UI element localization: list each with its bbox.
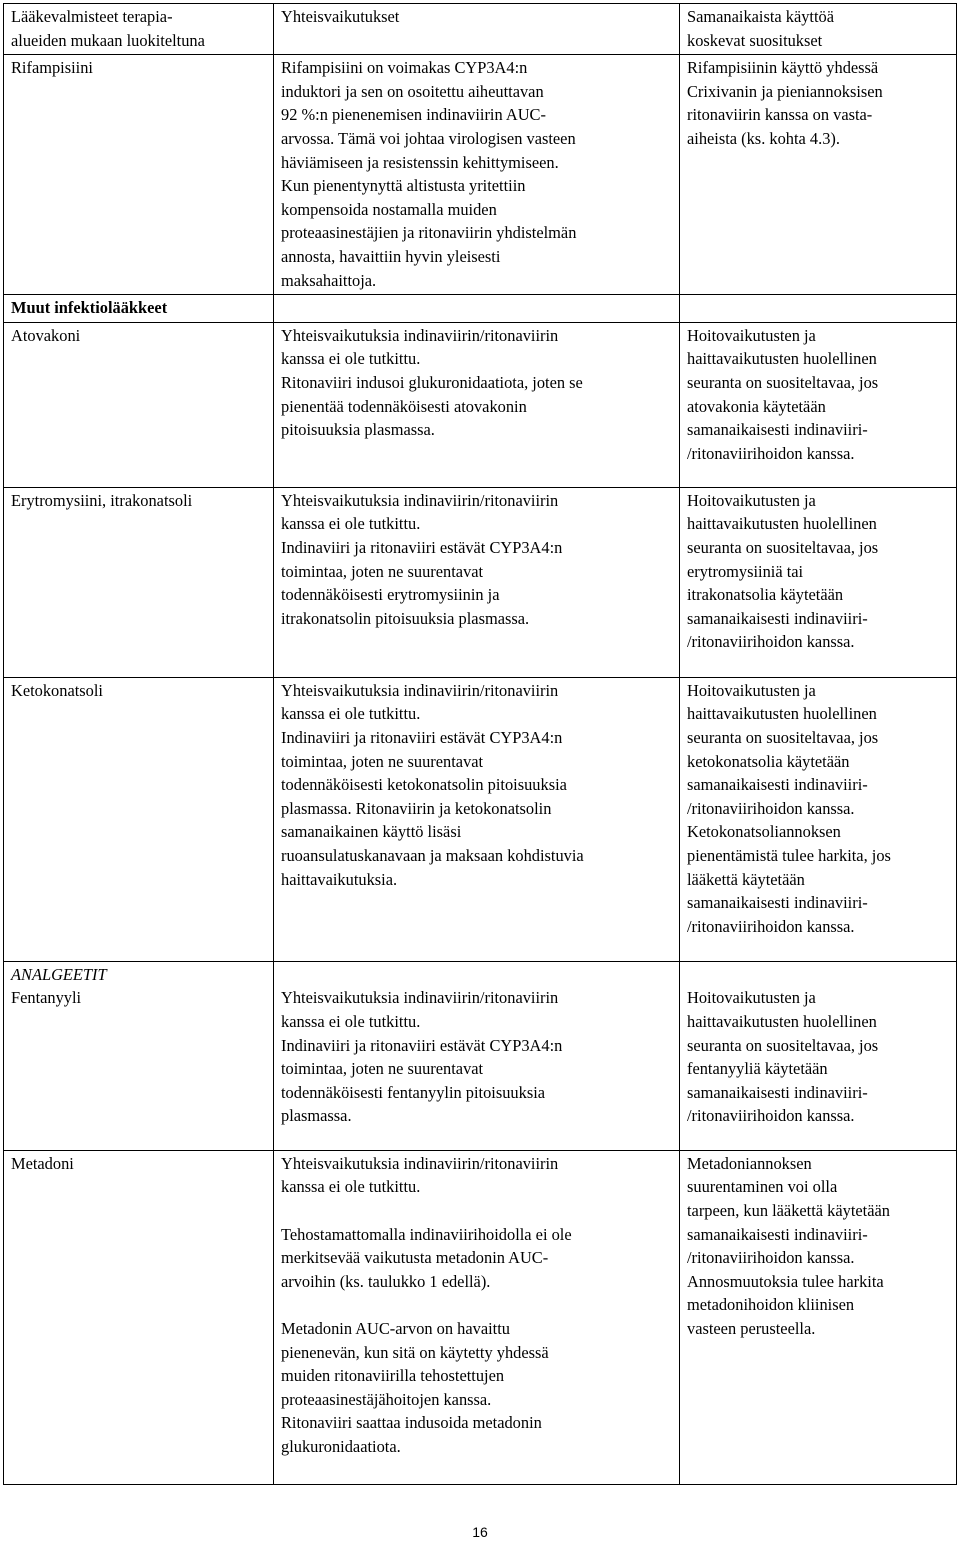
recommendation-line: haittavaikutusten huolellinen <box>687 704 877 724</box>
drug-name-cell <box>4 677 274 961</box>
interaction-line: samanaikainen käyttö lisäsi <box>281 822 462 842</box>
interaction-line: Yhteisvaikutuksia indinaviirin/ritonaviirin <box>281 988 559 1008</box>
header-text: Lääkevalmisteet terapia- <box>11 7 173 26</box>
recommendation-line: metadonihoidon kliinisen <box>687 1295 855 1315</box>
table-header-row <box>4 4 957 55</box>
recommendation-line: samanaikaisesti indinaviiri- <box>687 775 868 795</box>
interaction-cell <box>274 322 680 487</box>
interaction-line: Yhteisvaikutuksia indinaviirin/ritonaviirin <box>281 680 559 700</box>
section-heading-cell <box>4 295 274 323</box>
recommendation-line: /ritonaviirihoidon kanssa. <box>687 443 855 463</box>
interaction-line: toimintaa, joten ne suurentavat <box>281 751 484 771</box>
drug-name: Erytromysiini, itrakonatsoli <box>11 490 193 510</box>
interaction-table <box>3 3 957 1485</box>
table-row <box>4 55 957 295</box>
recommendation-cell <box>680 1150 957 1484</box>
drug-name: Metadoni <box>11 1153 74 1173</box>
recommendation-line: /ritonaviirihoidon kanssa. <box>687 632 855 652</box>
recommendation-line: samanaikaisesti indinaviiri- <box>687 1082 868 1102</box>
interaction-line: arvoihin (ks. taulukko 1 edellä). <box>281 1271 491 1291</box>
interaction-line: toimintaa, joten ne suurentavat <box>281 561 484 581</box>
drug-name: Fentanyyli <box>11 988 82 1008</box>
recommendation-line: Hoitovaikutusten ja <box>687 490 816 510</box>
recommendation-cell <box>680 322 957 487</box>
recommendation-line: Hoitovaikutusten ja <box>687 680 816 700</box>
section-row <box>4 295 957 323</box>
page-number: 16 <box>472 1524 488 1540</box>
recommendation-line: /ritonaviirihoidon kanssa. <box>687 916 855 936</box>
recommendation-cell <box>680 677 957 961</box>
interaction-line: kompensoida nostamalla muiden <box>281 199 497 219</box>
empty-cell <box>274 295 680 323</box>
interaction-cell <box>274 677 680 961</box>
header-cell-interactions <box>274 4 680 55</box>
interaction-line: maksahaittoja. <box>281 270 377 290</box>
header-text: koskevat suositukset <box>687 30 823 50</box>
recommendation-line: haittavaikutusten huolellinen <box>687 349 877 369</box>
drug-name: Atovakoni <box>11 325 81 345</box>
table-row <box>4 1150 957 1484</box>
recommendation-line: seuranta on suositeltavaa, jos <box>687 372 879 392</box>
recommendation-line: Crixivanin ja pieniannoksisen <box>687 81 883 101</box>
recommendation-line: haittavaikutusten huolellinen <box>687 514 877 534</box>
interaction-line: Rifampisiini on voimakas CYP3A4:n <box>281 58 528 78</box>
interaction-line: Indinaviiri ja ritonaviiri estävät CYP3A4:n <box>281 537 563 557</box>
interaction-line: merkitsevää vaikutusta metadonin AUC- <box>281 1248 549 1268</box>
interaction-line: kanssa ei ole tutkittu. <box>281 704 421 724</box>
spacer <box>281 963 673 987</box>
interaction-cell <box>274 961 680 1150</box>
spacer <box>281 1293 673 1317</box>
interaction-line: Kun pienentynyttä altistusta yritettiin <box>281 176 526 196</box>
recommendation-line: /ritonaviirihoidon kanssa. <box>687 1248 855 1268</box>
recommendation-cell <box>680 961 957 1150</box>
interaction-line: induktori ja sen on osoitettu aiheuttavan <box>281 81 544 101</box>
interaction-line: kanssa ei ole tutkittu. <box>281 514 421 534</box>
drug-name-cell <box>4 961 274 1150</box>
recommendation-line: haittavaikutusten huolellinen <box>687 1011 877 1031</box>
recommendation-line: samanaikaisesti indinaviiri- <box>687 608 868 628</box>
drug-name: Rifampisiini <box>11 58 93 78</box>
interaction-line: kanssa ei ole tutkittu. <box>281 1177 421 1197</box>
recommendation-line: samanaikaisesti indinaviiri- <box>687 893 868 913</box>
recommendation-line: Hoitovaikutusten ja <box>687 988 816 1008</box>
interaction-line: Yhteisvaikutuksia indinaviirin/ritonaviirin <box>281 325 559 345</box>
recommendation-line: samanaikaisesti indinaviiri- <box>687 420 868 440</box>
recommendation-line: suurentaminen voi olla <box>687 1177 838 1197</box>
interaction-line: kanssa ei ole tutkittu. <box>281 349 421 369</box>
drug-name-cell <box>4 1150 274 1484</box>
interaction-cell <box>274 487 680 677</box>
interaction-cell <box>274 1150 680 1484</box>
interaction-line: Ritonaviiri indusoi glukuronidaatiota, joten se <box>281 372 583 392</box>
interaction-line: häviämiseen ja resistenssin kehittymiseen. <box>281 152 559 172</box>
interaction-line: haittavaikutuksia. <box>281 869 398 889</box>
interaction-line: 92 %:n pienenemisen indinaviirin AUC- <box>281 105 546 125</box>
section-heading: Muut infektiolääkkeet <box>11 298 168 318</box>
interaction-line: proteaasinestäjien ja ritonaviirin yhdistelmän <box>281 223 577 243</box>
interaction-line: Ritonaviiri saattaa indusoida metadonin <box>281 1413 542 1433</box>
drug-name-cell <box>4 487 274 677</box>
interaction-line: muiden ritonaviirilla tehostettujen <box>281 1366 505 1386</box>
interaction-line: todennäköisesti erytromysiinin ja <box>281 585 500 605</box>
recommendation-cell <box>680 487 957 677</box>
recommendation-line: Annosmuutoksia tulee harkita <box>687 1271 884 1291</box>
table-row <box>4 487 957 677</box>
recommendation-line: Rifampisiinin käyttö yhdessä <box>687 58 879 78</box>
interaction-line: itrakonatsolin pitoisuuksia plasmassa. <box>281 608 530 628</box>
drug-name-cell <box>4 322 274 487</box>
recommendation-line: erytromysiiniä tai <box>687 561 804 581</box>
recommendation-cell <box>680 55 957 295</box>
header-text: alueiden mukaan luokiteltuna <box>11 30 205 50</box>
header-cell-products <box>4 4 274 55</box>
interaction-line: Indinaviiri ja ritonaviiri estävät CYP3A4:n <box>281 727 563 747</box>
interaction-line: plasmassa. <box>281 1106 352 1126</box>
header-cell-recommendations <box>680 4 957 55</box>
interaction-line: proteaasinestäjähoitojen kanssa. <box>281 1389 492 1409</box>
table-row <box>4 961 957 1150</box>
recommendation-line: lääkettä käytetään <box>687 869 805 889</box>
recommendation-line: seuranta on suositeltavaa, jos <box>687 1035 879 1055</box>
recommendation-line: aiheista (ks. kohta 4.3). <box>687 128 840 148</box>
empty-cell <box>680 295 957 323</box>
interaction-line: glukuronidaatiota. <box>281 1436 401 1456</box>
recommendation-line: /ritonaviirihoidon kanssa. <box>687 1106 855 1126</box>
recommendation-line: Ketokonatsoliannoksen <box>687 822 841 842</box>
recommendation-line: ketokonatsolia käytetään <box>687 751 850 771</box>
spacer <box>687 963 950 987</box>
interaction-line: Yhteisvaikutuksia indinaviirin/ritonaviirin <box>281 1153 559 1173</box>
interaction-line: kanssa ei ole tutkittu. <box>281 1011 421 1031</box>
interaction-line: todennäköisesti fentanyylin pitoisuuksia <box>281 1082 546 1102</box>
recommendation-line: vasteen perusteella. <box>687 1318 816 1338</box>
interaction-line: Tehostamattomalla indinaviirihoidolla ei ole <box>281 1224 572 1244</box>
table-row <box>4 322 957 487</box>
interaction-line: pienentää todennäköisesti atovakonin <box>281 396 527 416</box>
drug-name: Ketokonatsoli <box>11 680 103 700</box>
interaction-line: todennäköisesti ketokonatsolin pitoisuuksia <box>281 775 567 795</box>
header-text: Samanaikaista käyttöä <box>687 7 835 26</box>
interaction-line: Indinaviiri ja ritonaviiri estävät CYP3A4:n <box>281 1035 563 1055</box>
recommendation-line: Hoitovaikutusten ja <box>687 325 816 345</box>
section-heading: ANALGEETIT <box>11 964 107 984</box>
recommendation-line: Metadoniannoksen <box>687 1153 812 1173</box>
recommendation-line: /ritonaviirihoidon kanssa. <box>687 798 855 818</box>
recommendation-line: samanaikaisesti indinaviiri- <box>687 1224 868 1244</box>
drug-name-cell <box>4 55 274 295</box>
recommendation-line: seuranta on suositeltavaa, jos <box>687 727 879 747</box>
interaction-line: Yhteisvaikutuksia indinaviirin/ritonaviirin <box>281 490 559 510</box>
interaction-line: toimintaa, joten ne suurentavat <box>281 1059 484 1079</box>
spacer <box>281 1199 673 1223</box>
interaction-line: pienenevän, kun sitä on käytetty yhdessä <box>281 1342 549 1362</box>
interaction-line: pitoisuuksia plasmassa. <box>281 420 435 440</box>
interaction-line: Metadonin AUC-arvon on havaittu <box>281 1318 510 1338</box>
recommendation-line: atovakonia käytetään <box>687 396 826 416</box>
recommendation-line: fentanyyliä käytetään <box>687 1059 828 1079</box>
interaction-line: annosta, havaittiin hyvin yleisesti <box>281 246 501 266</box>
table-row <box>4 677 957 961</box>
interaction-line: ruoansulatuskanavaan ja maksaan kohdistuvia <box>281 845 584 865</box>
interaction-line: arvossa. Tämä voi johtaa virologisen vasteen <box>281 128 576 148</box>
header-text: Yhteisvaikutukset <box>281 7 400 26</box>
recommendation-line: seuranta on suositeltavaa, jos <box>687 537 879 557</box>
recommendation-line: pienentämistä tulee harkita, jos <box>687 845 891 865</box>
interaction-cell <box>274 55 680 295</box>
recommendation-line: tarpeen, kun lääkettä käytetään <box>687 1200 890 1220</box>
recommendation-line: itrakonatsolia käytetään <box>687 585 844 605</box>
interaction-line: plasmassa. Ritonaviirin ja ketokonatsolin <box>281 798 552 818</box>
recommendation-line: ritonaviirin kanssa on vasta- <box>687 105 873 125</box>
